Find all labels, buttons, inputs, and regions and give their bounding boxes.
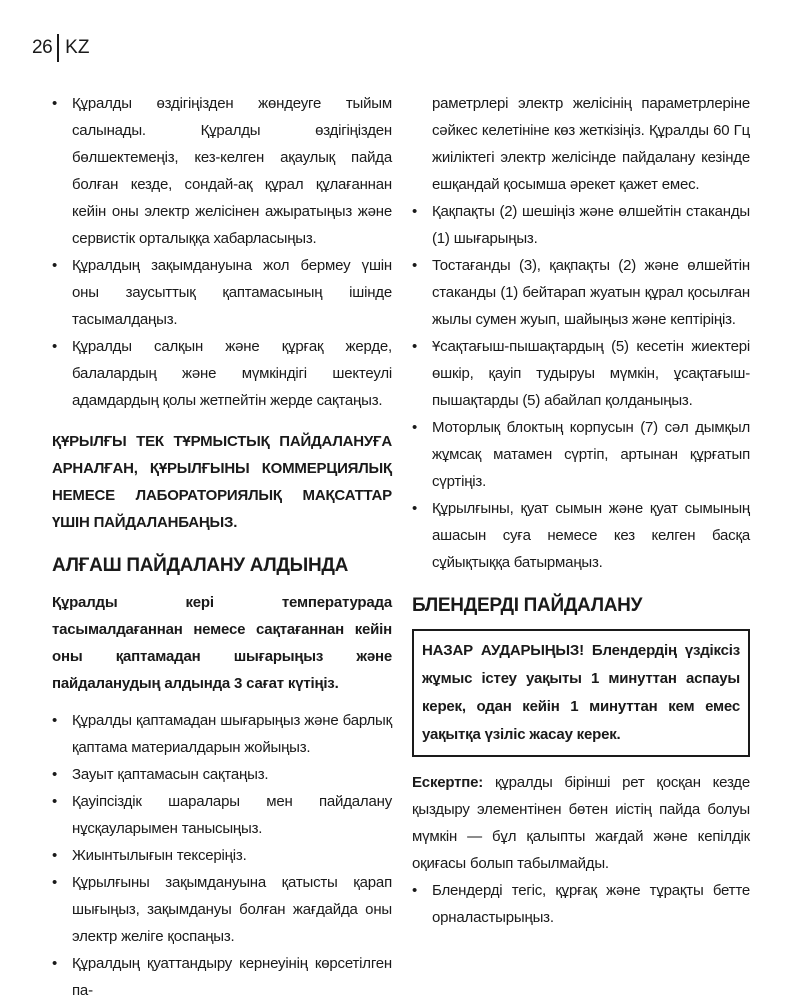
list-item: • Құрылғыны зақымдануына қатысты қарап шығыңыз, зақымдануы болған жағдайда оны электр желіге қоспаңыз. bbox=[52, 869, 392, 950]
list-item: • Зауыт қаптамасын сақтаңыз. bbox=[52, 761, 392, 788]
attention-box: НАЗАР АУДАРЫҢЫЗ! Блендердің үздіксіз жұмыс істеу уақыты 1 минуттан аспауы керек, одан кейін 1 минуттан кем емес уақытқа үзіліс жасау керек. bbox=[412, 629, 750, 757]
note-label: Ескертпе: bbox=[412, 774, 484, 791]
section-title-using-blender: БЛЕНДЕРДІ ПАЙДАЛАНУ bbox=[412, 595, 643, 616]
list-item: • Құралдың қуаттандыру кернеуінің көрсетілген па- bbox=[52, 950, 392, 1004]
list-item: • Құралдың зақымдануына жол бермеу үшін оны заусыттық қаптамасының ішінде тасымалдаңыз. bbox=[52, 252, 392, 333]
header-divider bbox=[57, 34, 59, 62]
household-use-warning: ҚҰРЫЛҒЫ ТЕК ТҰРМЫСТЫҚ ПАЙДАЛАНУҒА АРНАЛҒАН, ҚҰРЫЛҒЫНЫ КОММЕРЦИЯЛЫҚ НЕМЕСЕ ЛАБОРАТОРИЯЛЫҚ МАҚСАТТАР ҮШІН ПАЙДАЛАНБАҢЫЗ. bbox=[52, 433, 392, 531]
list-item: • Қауіпсіздік шаралары мен пайдалану нұсқауларымен танысыңыз. bbox=[52, 788, 392, 842]
list-item: • Құралды салқын және құрғақ жерде, балалардың және мүмкіндігі шектеулі адамдардың қолы жетпейтін жерде сақтаңыз. bbox=[52, 333, 392, 414]
left-column bbox=[52, 90, 392, 1004]
page-header bbox=[32, 34, 89, 62]
list-item: • Құралды өздігіңізден жөндеуге тыйым салынады. Құралды өздігіңізден бөлшектемеңіз, кез-келген ақаулық пайда болған кезде, сондай-ақ құрал құлағаннан кейін оны электр желісінен ажыратыңыз және сервистік орталыққа хабарласыңыз. bbox=[52, 90, 392, 252]
preparation-bullet-list bbox=[52, 707, 392, 1004]
usage-bullet-list bbox=[412, 877, 750, 931]
continued-bullet-text: раметрлері электр желісінің параметрлеріне сәйкес келетініне көз жеткізіңіз. Құралды 60 Гц жиіліктегі электр желісінде пайдалану кезінде ешқандай қосымша әрекет қажет емес. bbox=[432, 95, 750, 193]
list-item: • Тостағанды (3), қақпақты (2) және өлшейтін стаканды (1) бейтарап жуатын құрал қосылған жылы сумен жуып, шайыңыз және кептіріңіз. bbox=[412, 252, 750, 333]
note-text: құралды бірінші рет қосқан кезде қыздыру элементінен бөтен иістің пайда болуы мүмкін — бұл қалыпты жағдай және кепілдік оқиғасы болып табылмайды. bbox=[412, 774, 750, 872]
cleaning-bullet-list bbox=[412, 198, 750, 576]
list-item: • Құрылғыны, қуат сымын және қуат сымының ашасын суға немесе кез келген басқа сұйықтыққа батырмаңыз. bbox=[412, 495, 750, 576]
list-item: • Моторлық блоктың корпусын (7) сәл дымқыл жұмсақ матамен сүртіп, артынан құрғатып сүртіңіз. bbox=[412, 414, 750, 495]
list-item: • Жиынтылығын тексеріңіз. bbox=[52, 842, 392, 869]
safety-bullet-list bbox=[52, 90, 392, 414]
list-item: • Ұсақтағыш-пышақтардың (5) кесетін жиектері өшкір, қауіп тудыруы мүмкін, ұсақтағыш-пышақтарды (5) абайлап қолданыңыз. bbox=[412, 333, 750, 414]
list-item: • Қақпақты (2) шешіңіз және өлшейтін стаканды (1) шығарыңыз. bbox=[412, 198, 750, 252]
list-item: • Құралды қаптамадан шығарыңыз және барлық қаптама материалдарын жойыңыз. bbox=[52, 707, 392, 761]
note-paragraph bbox=[412, 769, 750, 877]
list-item: • Блендерді тегіс, құрғақ және тұрақты бетте орналастырыңыз. bbox=[412, 877, 750, 931]
page-number: 26 bbox=[32, 37, 53, 58]
right-column bbox=[412, 90, 750, 931]
language-code: KZ bbox=[65, 37, 90, 58]
section-title-before-first-use: АЛҒАШ ПАЙДАЛАНУ АЛДЫНДА bbox=[52, 555, 349, 576]
temperature-notice: Құралды кері температурада тасымалдағаннан немесе сақтағаннан кейін оны қаптамадан шығарыңыз және пайдаланудың алдында 3 сағат күтіңіз. bbox=[52, 594, 392, 692]
